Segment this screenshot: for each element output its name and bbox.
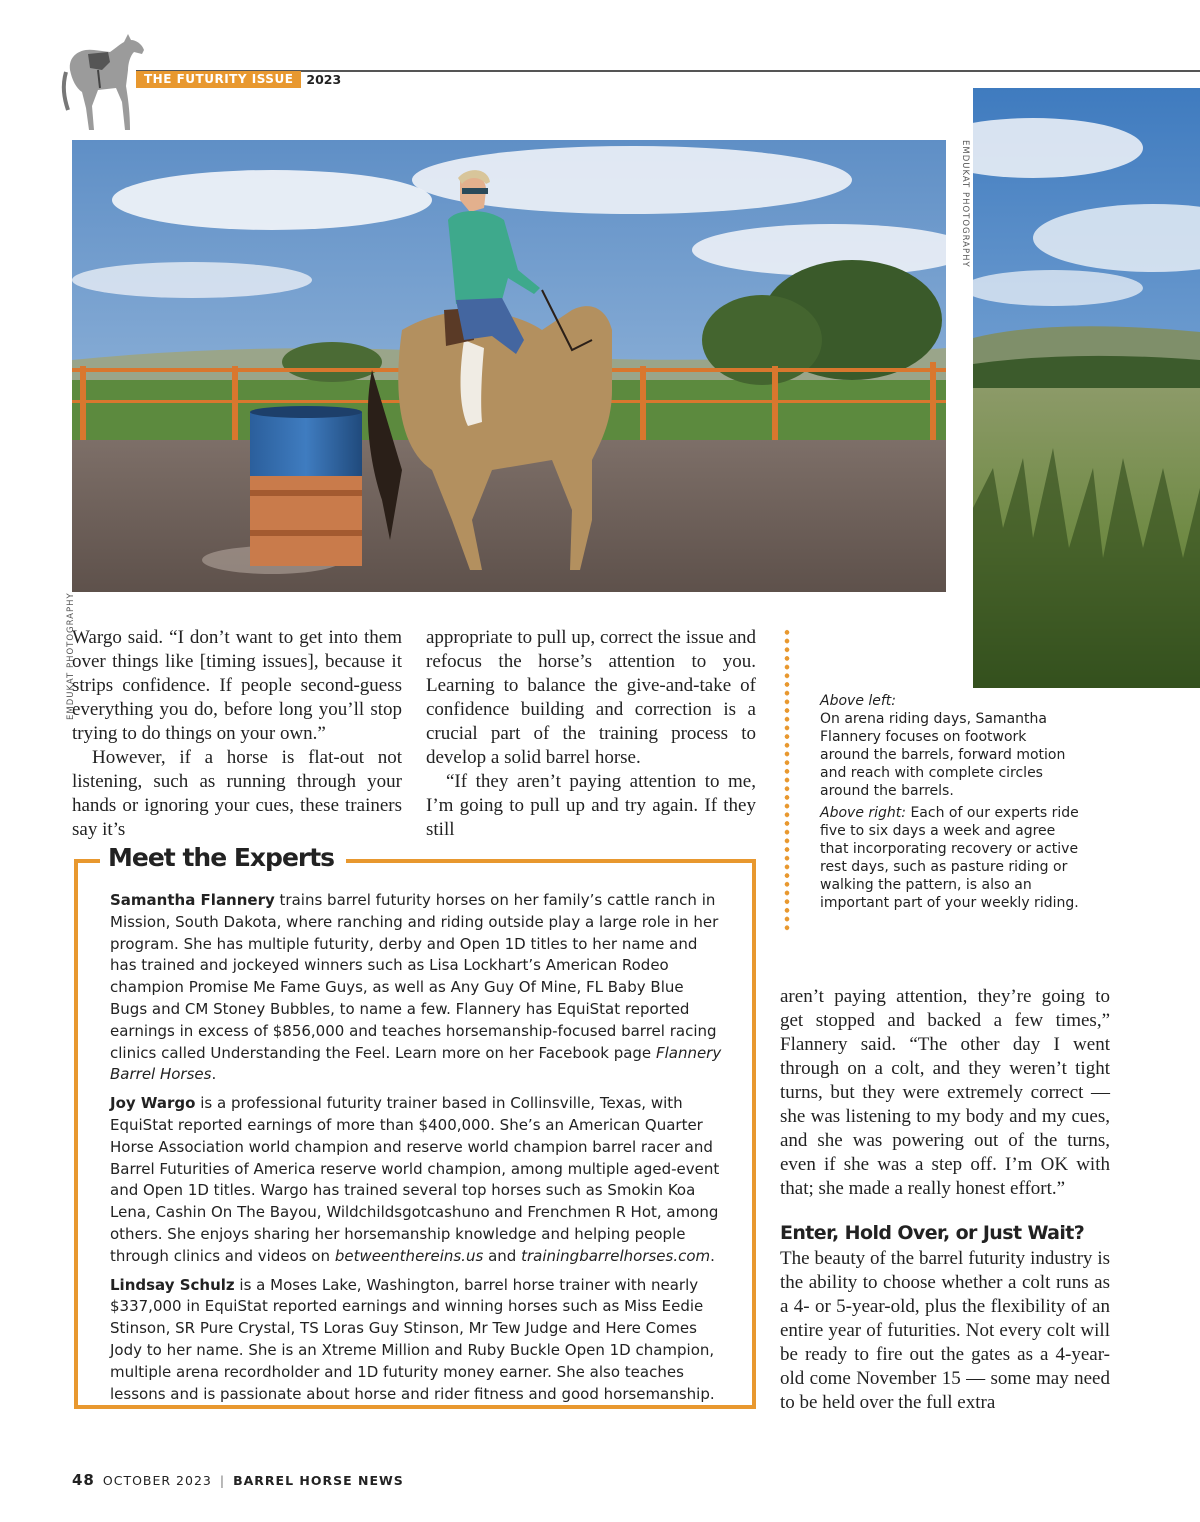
paragraph: aren’t paying attention, they’re going to get stopped and backed a few times,” Flannery said. “The other day I went through on a colt, and they weren’t tight turns, but they were extremely correct — she was listening to my body and my cues, and she was powering out of the turns, even if she was a step off. I’m OK with that; she made a really honest effort.” xyxy=(780,986,1110,1199)
expert-name: Joy Wargo xyxy=(110,1094,196,1113)
website-link: trainingbarrelhorses.com xyxy=(521,1246,711,1265)
paragraph: “If they aren’t paying attention to me, I’m going to pull up and try again. If they still xyxy=(426,771,756,840)
body-column-1 xyxy=(72,626,402,842)
body-column-3 xyxy=(780,985,1110,1201)
expert-bio-schulz: Lindsay Schulz is a Moses Lake, Washington, barrel horse trainer with nearly $337,000 in EquiStat reported earnings and winning horses such as Miss Eedie Stinson, SR Pure Crystal, TS Loras Guy Stinson, Mr Tew Judge and Here Comes Jody to her name. She is an Xtreme Million and Ruby Buckle Open 1D champion, multiple arena recordholder and 1D futurity money earner. She also teaches lessons and is passionate about horse and rider fitness and good horsemanship. xyxy=(110,1275,715,1403)
paragraph: The beauty of the barrel futurity industry is the ability to choose whether a colt runs as a 4- or 5-year-old, plus the flexibility of an entire year of futurities. Not every colt will be ready to fire out the gates as a 4-year-old come November 15 — some may need to be held over the full extra xyxy=(780,1248,1110,1413)
issue-date: OCTOBER 2023 xyxy=(102,1473,212,1488)
experts-content xyxy=(110,890,722,1412)
body-column-4 xyxy=(780,1247,1110,1415)
paragraph: Wargo said. “I don’t want to get into them over things like [timing issues], because it strips confidence. If people second-guess everything you do, before long you’ll stop trying to do things on your own.” xyxy=(72,627,402,744)
photo-arena-barrel xyxy=(72,140,946,592)
photo-caption xyxy=(820,692,1080,916)
caption-right-label: Above right: xyxy=(820,805,906,821)
dotted-divider xyxy=(784,628,790,933)
magazine-name: BARREL HORSE NEWS xyxy=(233,1473,404,1488)
website-link: betweenthereins.us xyxy=(334,1246,484,1265)
section-subhead: Enter, Hold Over, or Just Wait? xyxy=(780,1222,1085,1244)
facebook-page: Flannery Barrel Horses xyxy=(110,1043,722,1084)
expert-bio-flannery: Samantha Flannery trains barrel futurity horses on her family’s cattle ranch in Mission, South Dakota, where ranching and riding outside play a large role in her program. She has multiple futurity, derby and Open 1D titles to her name and has trained and jockeyed winners such as Lisa Lockhart’s American Rodeo champion Promise Me Fame Guys, as well as Any Guy Of Mine, FL Baby Blue Bugs and CM Stoney Bubbles, to name a few. Flannery has EquiStat reported earnings in excess of $856,000 and teaches horsemanship-focused barrel racing clinics called Understanding the Feel. Learn more on her Facebook page Flannery Barrel Horses. xyxy=(110,891,722,1084)
paragraph: However, if a horse is flat-out not listening, such as running through your hands or ignoring your cues, these trainers say it’s xyxy=(72,747,402,840)
expert-name: Samantha Flannery xyxy=(110,891,275,909)
paragraph: appropriate to pull up, correct the issue and refocus the horse’s attention to you. Learning to balance the give-and-take of confidence building and correction is a crucial part of the training process to develop a solid barrel horse. xyxy=(426,627,756,768)
issue-label: THE FUTURITY ISSUE xyxy=(136,71,301,88)
caption-left xyxy=(820,692,1080,800)
footer-separator: | xyxy=(219,1473,226,1488)
caption-left-label: Above left: xyxy=(820,693,897,709)
caption-left-text: On arena riding days, Samantha Flannery focuses on footwork around the barrels, forward motion and reach with complete circles around the barrels. xyxy=(820,711,1066,799)
photo-pasture xyxy=(973,88,1200,688)
caption-right-text: Each of our experts ride five to six days a week and agree that incorporating recovery or active rest days, such as pasture riding or walking the pattern, is also an important part of your weekly riding. xyxy=(820,805,1079,911)
photo-credit-right: EMDUKAT PHOTOGRAPHY xyxy=(960,140,970,268)
header-tag xyxy=(136,71,341,88)
experts-title: Meet the Experts xyxy=(100,842,346,874)
photo-credit-left: EMDUKAT PHOTOGRAPHY xyxy=(66,592,76,720)
page-footer xyxy=(72,1471,404,1489)
caption-right xyxy=(820,804,1080,912)
expert-name: Lindsay Schulz xyxy=(110,1275,235,1294)
issue-year: 2023 xyxy=(306,72,342,87)
body-column-2 xyxy=(426,626,756,842)
page-number: 48 xyxy=(72,1471,95,1489)
expert-bio-wargo: Joy Wargo is a professional futurity trainer based in Collinsville, Texas, with EquiStat reported earnings of more than $400,000. She’s an American Quarter Horse Association world champion and reserve world champion barrel racer and Barrel Futurities of America reserve world champion, among multiple aged-event and Open 1D titles. Wargo has trained several top horses such as Smokin Koa Lena, Cashin On The Bayou, Wildchildsgotcashuno and Frenchmen R Hot, among others. She enjoys sharing her horsemanship knowledge and helping people through clinics and videos on betweenthereins.us and trainingbarrelhorses.com. xyxy=(110,1094,720,1265)
